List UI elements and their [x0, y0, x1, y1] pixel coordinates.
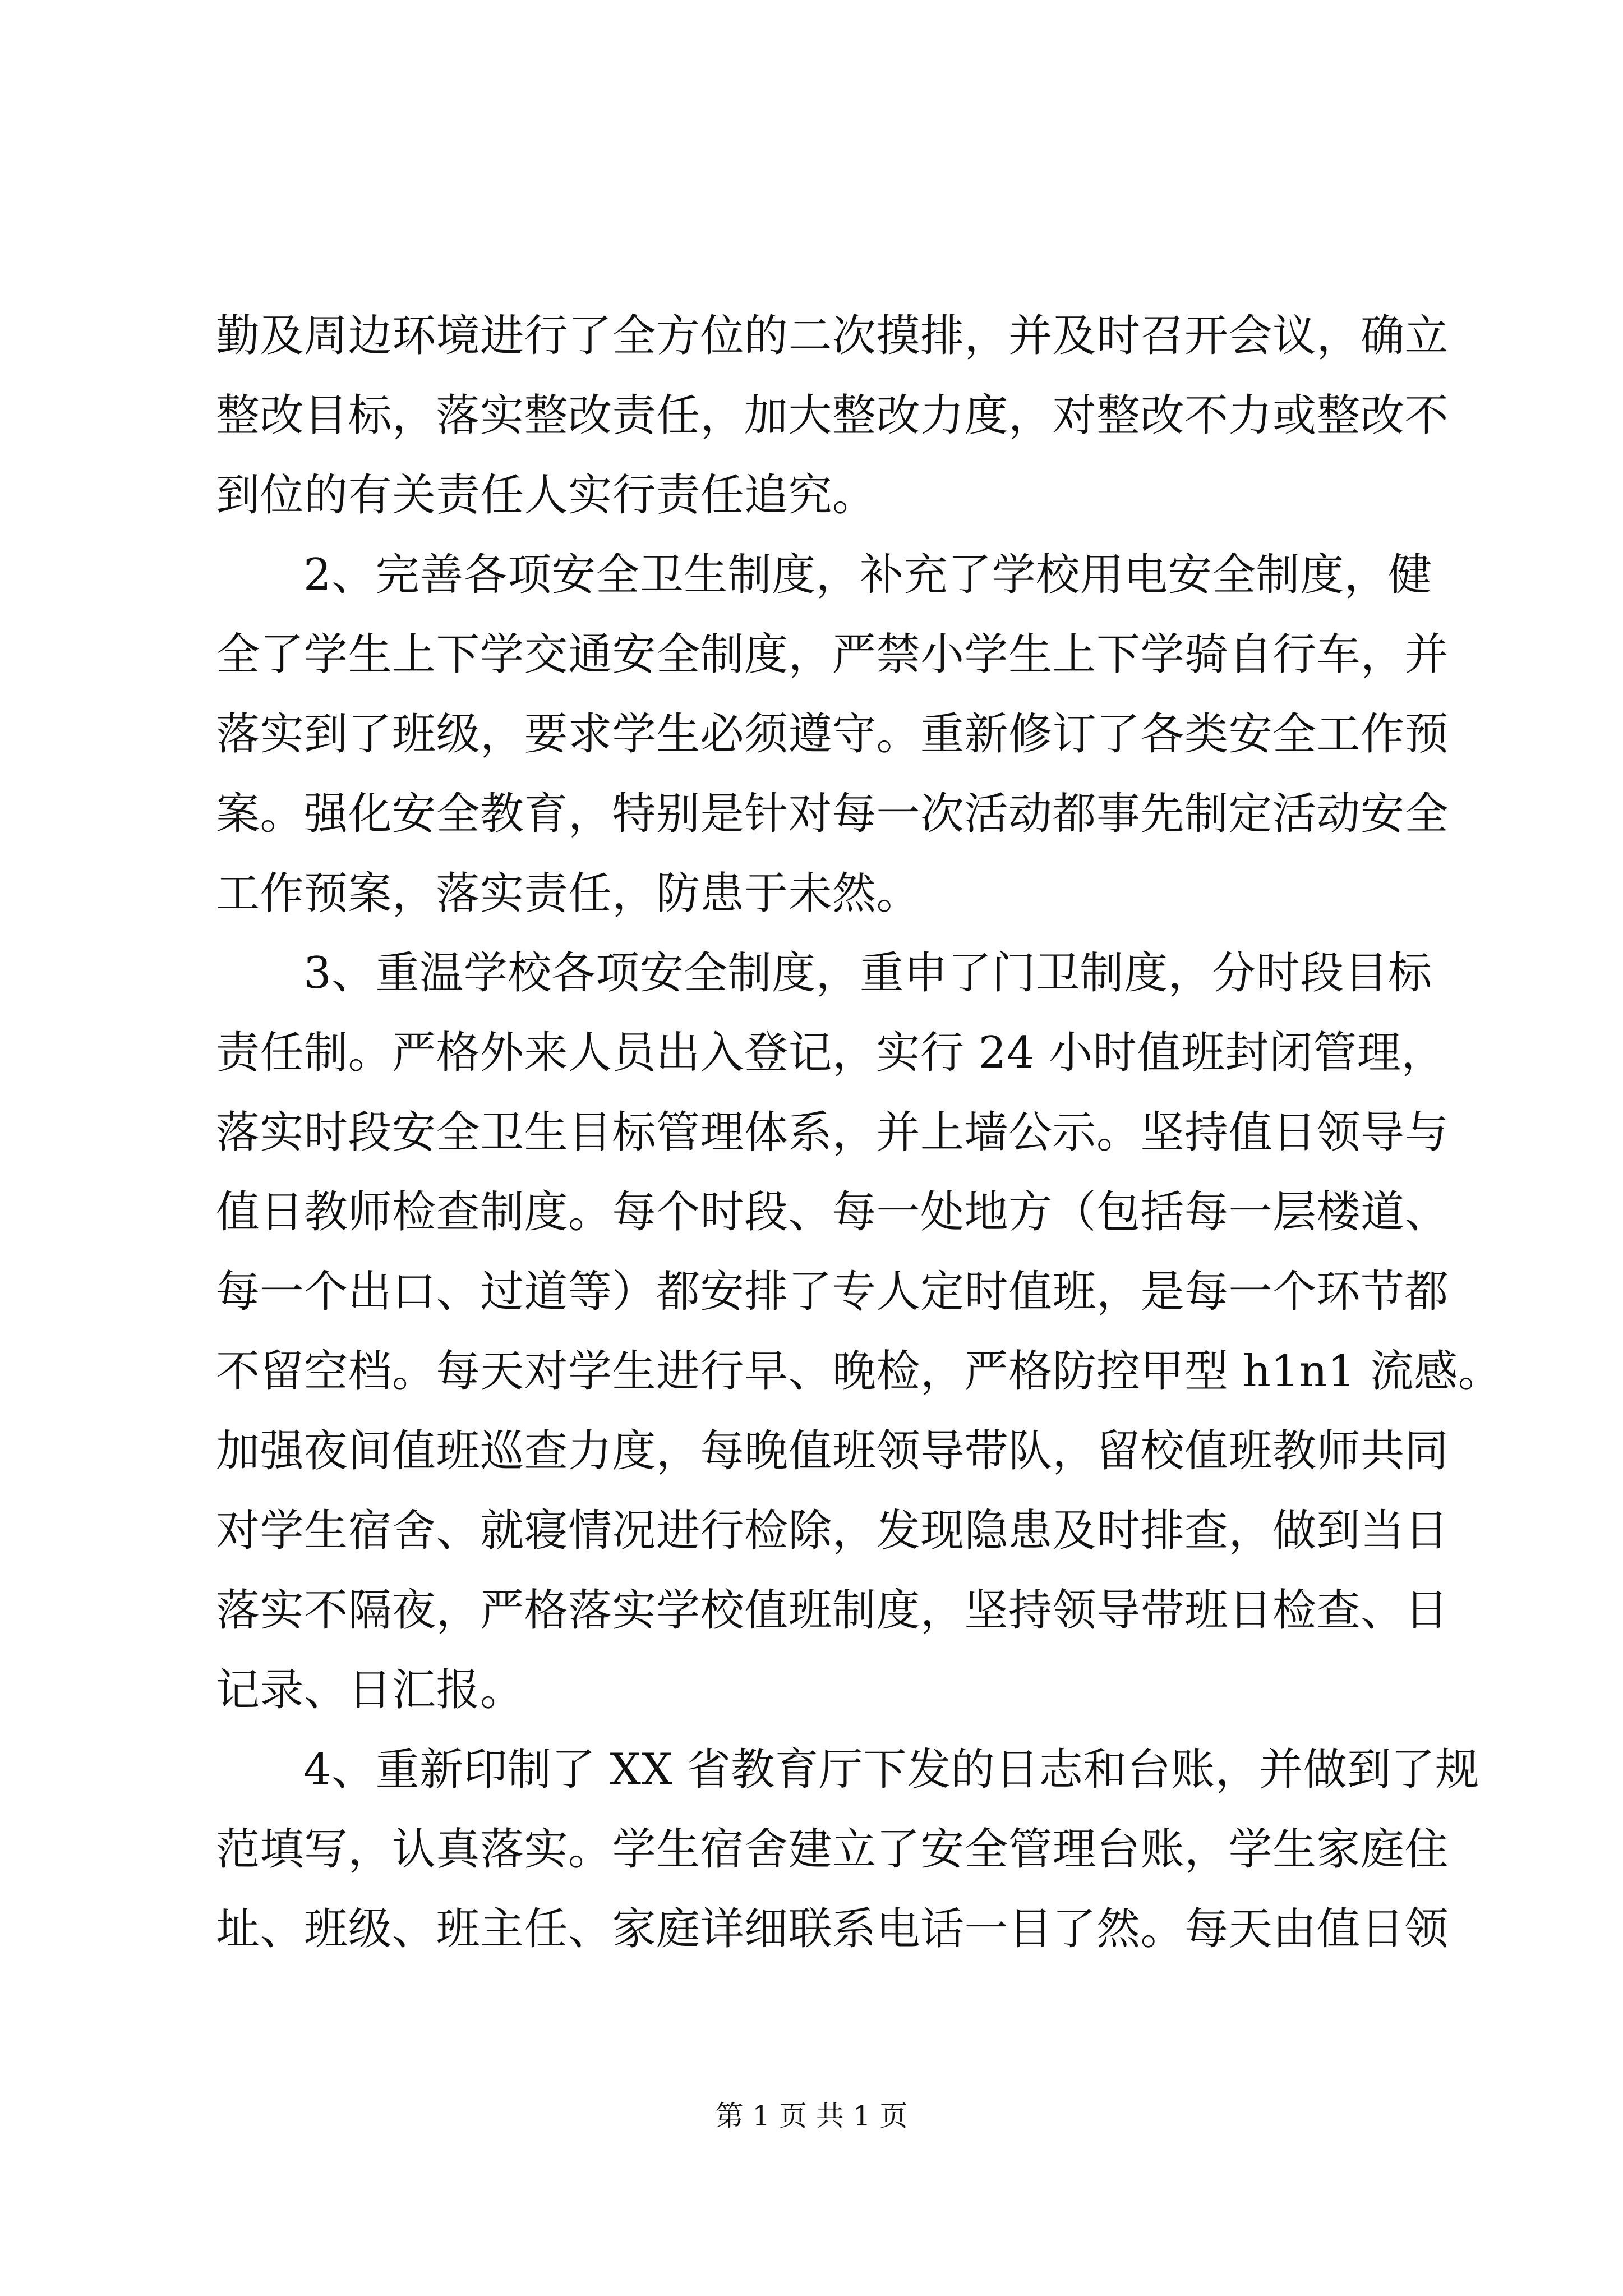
text-line-7: 案。强化安全教育，特别是针对每一次活动都事先制定活动安全	[216, 789, 1449, 839]
text-line-14: 不留空档。每天对学生进行早、晚检，严格防控甲型 h1n1 流感。	[216, 1346, 1502, 1397]
paragraph-4-first-line: 4、重新印制了 XX 省教育厅下发的日志和台账，并做到了规	[303, 1745, 1479, 1795]
text-line-11: 落实时段安全卫生目标管理体系，并上墙公示。坚持值日领导与	[216, 1107, 1449, 1158]
paragraph-3-first-line: 3、重温学校各项安全制度，重申了门卫制度，分时段目标	[303, 948, 1432, 999]
paragraph-2-first-line: 2、完善各项安全卫生制度，补充了学校用电安全制度，健	[303, 550, 1432, 600]
text-line-6: 落实到了班级，要求学生必须遵守。重新修订了各类安全工作预	[216, 709, 1449, 760]
text-line-20: 范填写，认真落实。学生宿舍建立了安全管理台账，学生家庭住	[216, 1824, 1449, 1875]
text-line-5: 全了学生上下学交通安全制度，严禁小学生上下学骑自行车，并	[216, 629, 1449, 680]
page-number-footer: 第 1 页 共 1 页	[715, 2100, 908, 2132]
text-line-10: 责任制。严格外来人员出入登记，实行 24 小时值班封闭管理，	[216, 1028, 1445, 1078]
text-line-15: 加强夜间值班巡查力度，每晚值班领导带队，留校值班教师共同	[216, 1426, 1449, 1476]
text-line-17: 落实不隔夜，严格落实学校值班制度，坚持领导带班日检查、日	[216, 1585, 1449, 1636]
text-line-3: 到位的有关责任人实行责任追究。	[216, 470, 877, 521]
document-body	[216, 296, 1502, 1969]
text-line-21: 址、班级、班主任、家庭详细联系电话一目了然。每天由值日领	[216, 1904, 1449, 1954]
text-line-18: 记录、日汇报。	[216, 1665, 524, 1715]
text-line-1: 勤及周边环境进行了全方位的二次摸排，并及时召开会议，确立	[216, 311, 1449, 361]
text-line-2: 整改目标，落实整改责任，加大整改力度，对整改不力或整改不	[216, 390, 1449, 441]
text-line-8: 工作预案，落实责任，防患于未然。	[216, 868, 921, 919]
text-line-12: 值日教师检查制度。每个时段、每一处地方（包括每一层楼道、	[216, 1187, 1449, 1237]
text-line-13: 每一个出口、过道等）都安排了专人定时值班，是每一个环节都	[216, 1267, 1449, 1317]
text-line-16: 对学生宿舍、就寝情况进行检除，发现隐患及时排查，做到当日	[216, 1506, 1449, 1556]
